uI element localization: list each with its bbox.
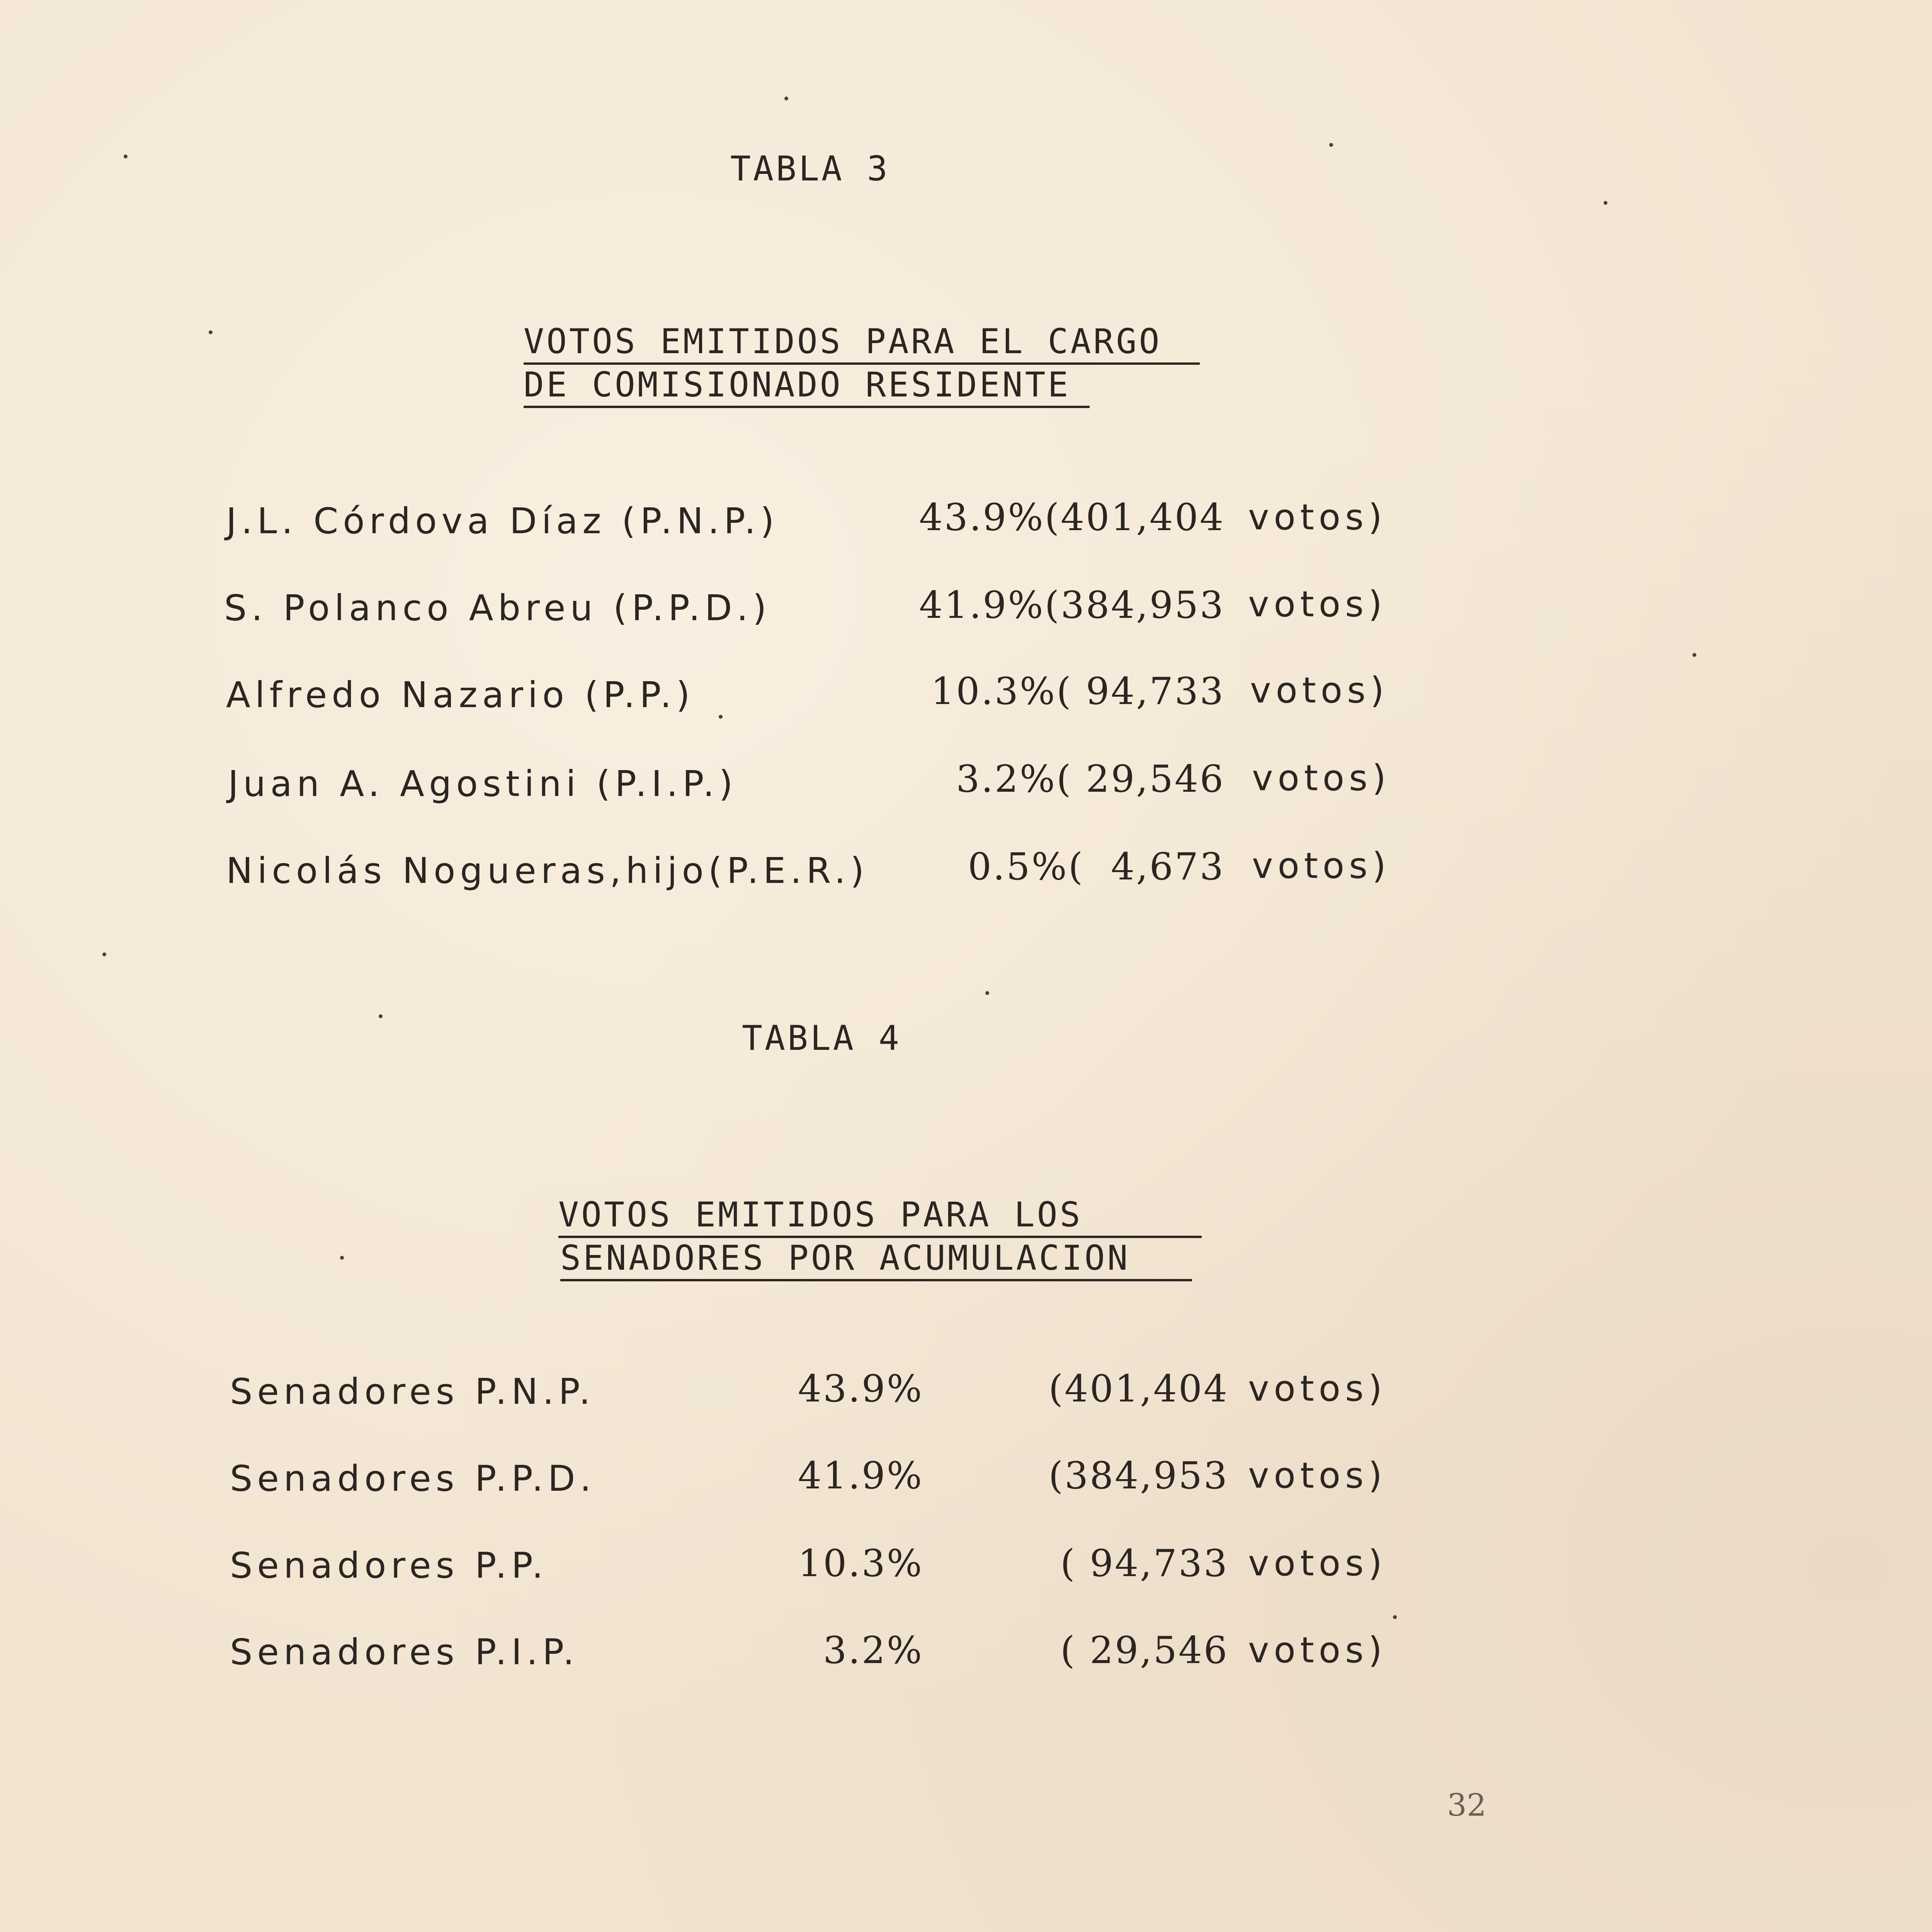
tabla-4-heading: TABLA 4 [742, 1018, 901, 1058]
tabla-4-title-line-2: SENADORES POR ACUMULACION [560, 1238, 1130, 1278]
candidate-name: Alfredo Nazario (P.P.) [226, 674, 695, 716]
tabla-3-title-underline-2 [524, 406, 1090, 408]
percent: 41.9% [798, 1454, 923, 1497]
tabla-4-title-line-1: VOTOS EMITIDOS PARA LOS [558, 1195, 1083, 1235]
votes-count: (384,953 [1048, 1454, 1229, 1497]
votes-count: ( 94,733 [1060, 1542, 1229, 1585]
senators-party: Senadores P.I.P. [230, 1631, 579, 1673]
votes-count: ( 29,546 [1060, 1629, 1229, 1672]
votes-unit: votos) [1252, 757, 1391, 799]
candidate-name: J.L. Córdova Díaz (P.N.P.) [226, 500, 779, 542]
percent-votes: 43.9%(401,404 [919, 496, 1225, 539]
senators-party: Senadores P.P. [230, 1545, 548, 1586]
tabla-4-title-underline-2 [560, 1279, 1192, 1281]
votes-unit: votos) [1248, 1368, 1387, 1409]
percent-votes: 10.3%( 94,733 [931, 670, 1225, 713]
votes-unit: votos) [1250, 670, 1389, 711]
candidate-name: Juan A. Agostini (P.I.P.) [228, 763, 738, 804]
votes-unit: votos) [1248, 1455, 1387, 1496]
votes-unit: votos) [1248, 583, 1387, 625]
votes-unit: votos) [1248, 1543, 1387, 1584]
percent: 3.2% [823, 1629, 923, 1672]
senators-party: Senadores P.P.D. [230, 1458, 596, 1499]
candidate-name: S. Polanco Abreu (P.P.D.) [224, 587, 771, 629]
page-number: 32 [1447, 1787, 1486, 1823]
tabla-3-heading: TABLA 3 [730, 149, 890, 189]
senators-party: Senadores P.N.P. [230, 1371, 595, 1412]
votes-unit: votos) [1252, 845, 1391, 886]
percent-votes: 41.9%(384,953 [919, 583, 1225, 627]
votes-unit: votos) [1248, 497, 1387, 538]
candidate-name: Nicolás Nogueras,hijo(P.E.R.) [226, 850, 869, 891]
percent: 43.9% [798, 1367, 923, 1410]
votes-unit: votos) [1248, 1629, 1387, 1671]
tabla-3-title-line-1: VOTOS EMITIDOS PARA EL CARGO [524, 321, 1162, 361]
percent-votes: 0.5%( 4,673 [968, 845, 1225, 888]
tabla-3-title-line-2: DE COMISIONADO RESIDENTE [524, 365, 1071, 405]
percent-votes: 3.2%( 29,546 [956, 757, 1225, 801]
votes-count: (401,404 [1048, 1367, 1229, 1410]
percent: 10.3% [798, 1542, 923, 1585]
